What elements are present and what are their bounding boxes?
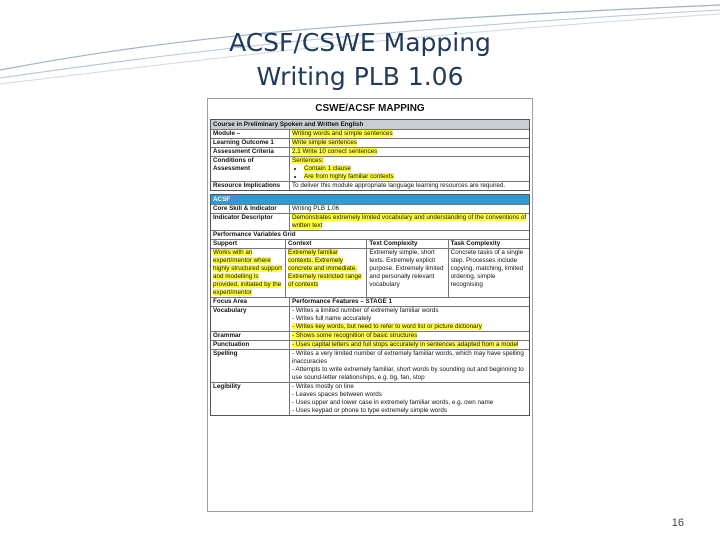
row-value: - Writes a very limited number of extremely familiar words, which may have spelling inaccuracies - Attempts to write extremely familiar, short words by sounding out and beginning to use sound-letter relationships, e.g. bg, fan, stop: [292, 350, 524, 381]
row-label: Spelling: [211, 350, 290, 382]
table-row: [211, 138, 529, 147]
course-header: Course in Preliminary Spoken and Written English: [211, 120, 529, 129]
row-label: Punctuation: [211, 341, 290, 349]
row-label: Vocabulary: [211, 307, 290, 331]
list-item: • Contain 1 clause: [304, 165, 527, 173]
row-value: Writing words and simple sentences: [292, 130, 393, 137]
pvg-header: Context: [286, 240, 367, 248]
document-title: CSWE/ACSF MAPPING: [315, 103, 425, 114]
row-value: Sentences: • Contain 1 clause • Are from highly familiar contexts: [290, 157, 529, 181]
row-label: Core Skill & Indicator: [211, 205, 290, 213]
table-row: [211, 331, 529, 340]
table-row: [211, 230, 529, 239]
row-value: - Uses capital letters and full stops accurately in sentences adapted from a model: [292, 341, 519, 348]
acsf-section: [210, 194, 530, 416]
slide-subtitle: Writing PLB 1.06: [256, 62, 464, 91]
page-number: 16: [671, 517, 684, 529]
row-label: Assessment Criteria: [211, 148, 290, 156]
row-value: Demonstrates extremely limited vocabulary and understanding of the conventions of written text: [292, 214, 527, 229]
pvg-header: Text Complexity: [367, 240, 448, 248]
slide-title: ACSF/CSWE Mapping: [229, 28, 491, 57]
row-label: Learning Outcome 1: [211, 139, 290, 147]
pvg-cell: Extremely familiar contexts. Extremely concrete and immediate. Extremely restricted range of contexts: [286, 249, 367, 297]
table-row: [211, 204, 529, 213]
row-value: - Shows some recognition of basic structures: [292, 332, 418, 339]
table-row: [211, 306, 529, 331]
row-label: Resource Implications: [211, 182, 290, 190]
cswe-section: [210, 119, 530, 191]
row-value: - Writes mostly on line - Leaves spaces between words - Uses upper and lower case in extremely familiar words, e.g. own name - Uses keypad or phone to type extremely simple words: [292, 383, 494, 414]
row-label: Grammar: [211, 332, 290, 340]
pvg-cell: Concrete tasks of a single step. Processes include copying, matching, limited ordering, simple recognising: [450, 249, 524, 288]
row-label: Indicator Descriptor: [211, 214, 290, 230]
pvg-header-row: [211, 239, 529, 248]
pvg-cell: Extremely simple, short texts. Extremely explicit purpose. Extremely limited and personally relevant vocabulary: [367, 249, 448, 297]
table-row: [211, 340, 529, 349]
table-row: [211, 181, 529, 190]
pvg-label: Performance Variables Grid: [213, 231, 296, 238]
row-value: Write simple sentences: [292, 139, 357, 146]
mapping-document: [207, 98, 533, 512]
row-value: Writing PLB 1.06: [292, 205, 340, 212]
table-row: [211, 349, 529, 382]
features-label: Performance Features – STAGE 1: [292, 298, 392, 305]
row-label: Conditions of Assessment: [211, 157, 290, 181]
table-row: [211, 129, 529, 138]
pvg-body-row: [211, 248, 529, 297]
focus-header-row: [211, 297, 529, 306]
focus-label: Focus Area: [211, 298, 290, 306]
table-row: [211, 156, 529, 181]
row-value: 2.1 Write 10 correct sentences: [292, 148, 378, 155]
table-row: [211, 213, 529, 230]
row-label: Module –: [211, 130, 290, 138]
acsf-header: ACSF: [211, 195, 529, 204]
list-item: • Are from highly familiar contexts: [304, 173, 527, 181]
pvg-header: Support: [211, 240, 286, 248]
pvg-header: Task Complexity: [450, 240, 501, 247]
pvg-cell: Works with an expert/mentor where highly structured support and modelling is provided, initiated by the expert/mentor: [211, 249, 286, 297]
row-label: Legibility: [211, 383, 290, 415]
row-value: - Writes a limited number of extremely familiar words - Writes full name accurately - Writes key words, but need to refer to word list or picture dictionary: [292, 307, 482, 330]
table-row: [211, 382, 529, 415]
table-row: [211, 147, 529, 156]
row-value: To deliver this module appropriate language learning resources are required.: [292, 182, 506, 189]
